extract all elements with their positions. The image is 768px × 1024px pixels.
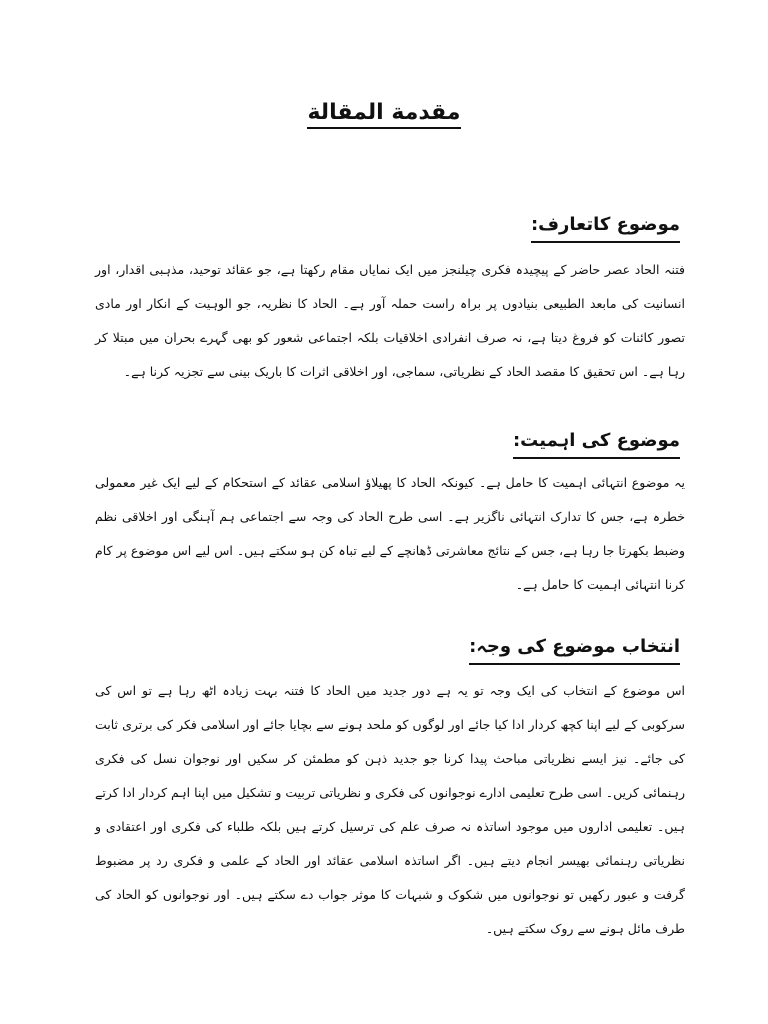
section-body-introduction: فتنہ الحاد عصر حاضر کے پیچیدہ فکری چیلنجز میں ایک نمایاں مقام رکھتا ہے، جو عقائد توحید، مذہبی اقدار، اور انسانیت کی مابعد الطبیعی بنیادوں پر براہ راست حملہ آور ہے۔ الحاد کا نظریہ، جو الوہیت کے انکار اور مادی تصور کائنات کو فروغ دیتا ہے، نہ صرف انفرادی اخلاقیات بلکہ اجتماعی شعور کو بھی گہرے بحران میں مبتلا کر رہا ہے۔ اس تحقیق کا مقصد الحاد کے نظریاتی، سماجی، اور اخلاقی اثرات کا باریک بینی سے تجزیہ کرنا ہے۔ — [95, 262, 685, 379]
section-heading-reason: انتخاب موضوع کی وجہ: — [469, 634, 680, 665]
section-heading-introduction: موضوع کاتعارف: — [531, 212, 680, 243]
section-heading-importance: موضوع کی اہمیت: — [513, 428, 680, 459]
title-text: مقدمة المقالة — [307, 100, 460, 129]
section-body-importance: یہ موضوع انتہائی اہمیت کا حامل ہے۔ کیونکہ الحاد کا پھیلاؤ اسلامی عقائد کے استحکام کے لیے ایک غیر معمولی خطرہ ہے، جس کا تدارک انتہائی ناگزیر ہے۔ اسی طرح الحاد کی وجہ سے اجتماعی ہم آہنگی اور اخلاقی نظم وضبط بکھرتا جا رہا ہے، جس کے نتائج معاشرتی ڈھانچے کے لیے تباہ کن ہو سکتے ہیں۔ اس لیے اس موضوع پر کام کرنا انتہائی اہمیت کا حامل ہے۔ — [95, 475, 685, 592]
section-body-reason: اس موضوع کے انتخاب کی ایک وجہ تو یہ ہے دور جدید میں الحاد کا فتنہ بہت زیادہ اٹھ رہا ہے تو اس کی سرکوبی کے لیے اپنا کچھ کردار ادا کیا جائے اور لوگوں کو ملحد ہونے سے بچایا جائے اور اسلامی فکر کی برتری ثابت کی جائے۔ نیز ایسے نظریاتی مباحث پیدا کرنا جو جدید ذہن کو مطمئن کر سکیں اور نوجوان نسل کی فکری رہنمائی کریں۔ اسی طرح تعلیمی ادارے نوجوانوں کی فکری و نظریاتی تربیت و تشکیل میں اپنا اہم کردار ادا کرتے ہیں۔ تعلیمی اداروں میں موجود اساتذہ نہ صرف علم کی ترسیل کرتے ہیں بلکہ طلباء کی فکری اور اعتقادی و نظریاتی رہنمائی بھیسر انجام دیتے ہیں۔ اگر اساتذہ اسلامی عقائد اور الحاد کے علمی و فکری رد پر مضبوط گرفت و عبور رکھیں تو نوجوانوں میں شکوک و شبہات کا موثر جواب دے سکتے ہیں۔ اور نوجوانوں کو الحاد کی طرف مائل ہونے سے روک سکتے ہیں۔ — [95, 683, 685, 936]
page-title — [0, 98, 768, 128]
